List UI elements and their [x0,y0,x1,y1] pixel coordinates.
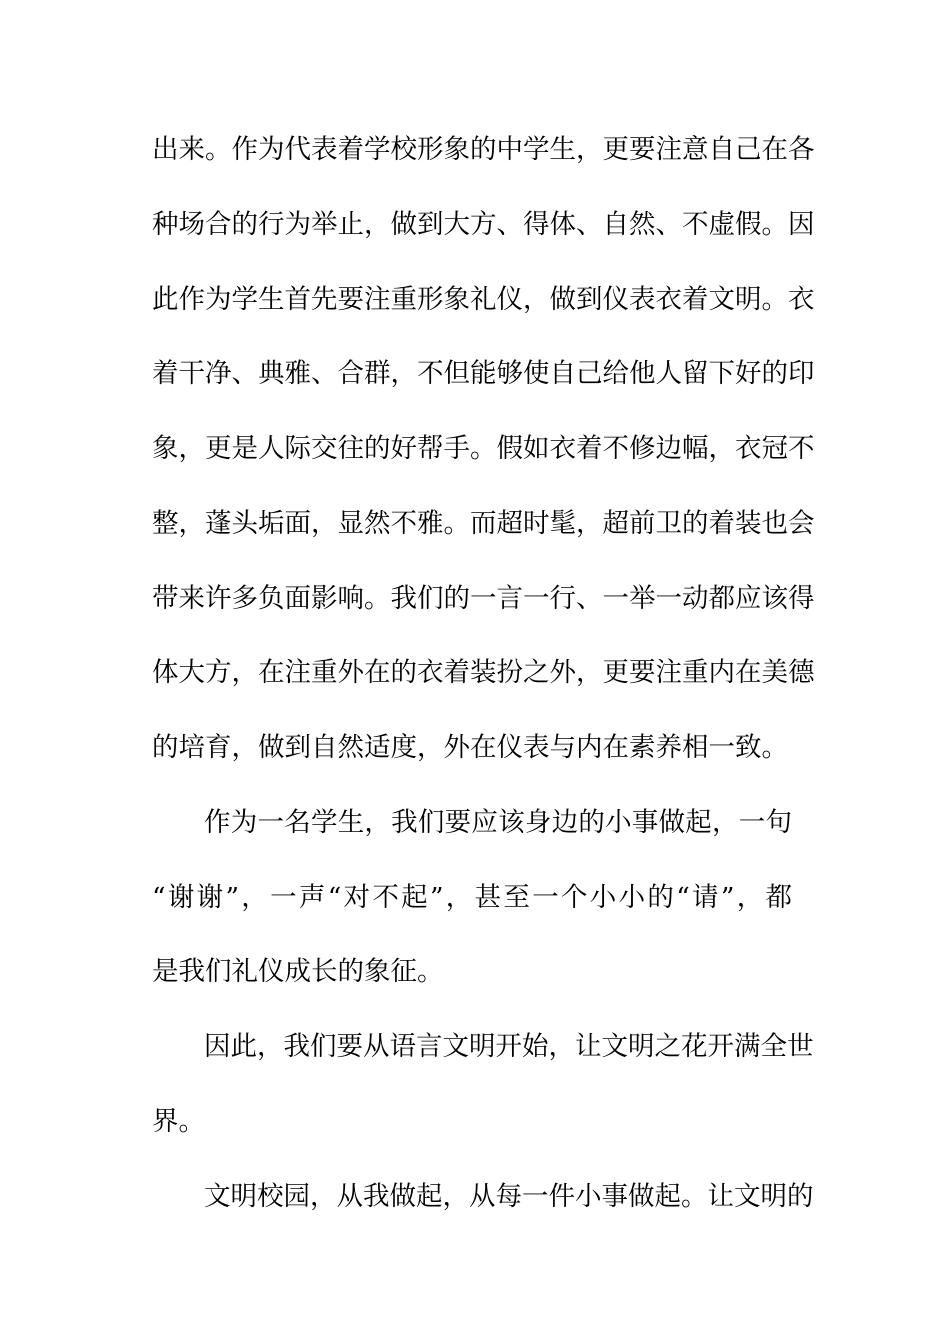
text-line: 因此，我们要从语言文明开始，让文明之花开满全世 [204,1031,814,1062]
text-line: 象，更是人际交往的好帮手。假如衣着不修边幅，衣冠不 [152,433,815,464]
text-line: 出来。作为代表着学校形象的中学生，更要注意自己在各 [152,134,815,165]
text-line: 带来许多负面影响。我们的一言一行、一举一动都应该得 [152,583,815,614]
text-line: 界。 [152,1106,205,1137]
text-line: 着干净、典雅、合群，不但能够使自己给他人留下好的印 [152,358,815,389]
text-line: 作为一名学生，我们要应该身边的小事做起，一句 [204,807,792,838]
text-line: 整，蓬头垢面，显然不雅。而超时髦，超前卫的着装也会 [152,508,815,539]
text-line: 文明校园，从我做起，从每一件小事做起。让文明的 [204,1181,814,1212]
text-line: 种场合的行为举止，做到大方、得体、自然、不虚假。因 [152,209,815,240]
text-line: “谢谢”，一声“对不起”，甚至一个小小的“请”，都 [152,882,792,913]
text-line: 体大方，在注重外在的衣着装扮之外，更要注重内在美德 [152,657,815,688]
text-line: 的培育，做到自然适度，外在仪表与内在素养相一致。 [152,732,788,763]
text-line: 此作为学生首先要注重形象礼仪，做到仪表衣着文明。衣 [152,284,815,315]
text-line: 是我们礼仪成长的象征。 [152,956,444,987]
